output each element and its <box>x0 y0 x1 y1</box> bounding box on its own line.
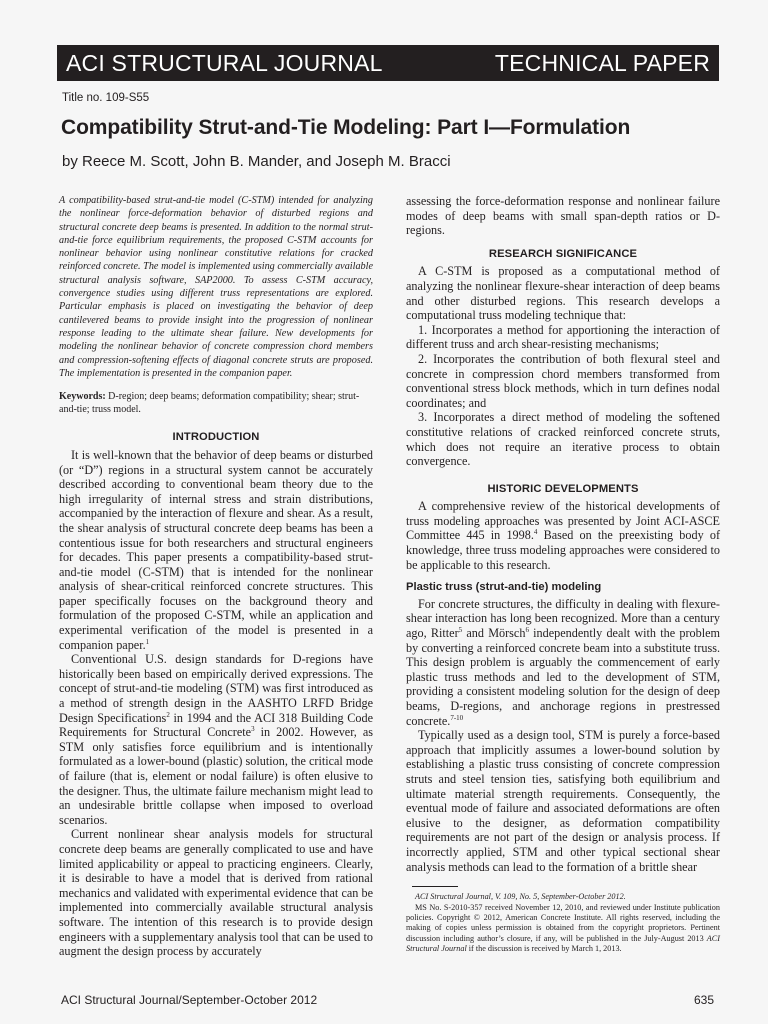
reference-3: 3 <box>251 725 255 734</box>
continued-paragraph: assessing the force-deformation response and nonlinear failure modes of deep beams with small span-depth ratios or D-regions. <box>406 194 720 238</box>
introduction-paragraph-3: Current nonlinear shear analysis models for structural concrete deep beams are generally complicated to use and have limited applicability or appeal to practicing engineers. Clearly, it is desirable to have a model that is derived from rational mechanics and validated with experimental evidence that can be implemented into commercially available structural analysis software. The intention of this research is to provide design engineers with a supplementary analysis tool that can be used to augment the design process by accurately <box>59 827 373 959</box>
historic-p2-text-b: and Mörsch <box>462 626 526 641</box>
right-column <box>406 194 720 955</box>
journal-banner <box>57 45 719 81</box>
research-significance-heading: RESEARCH SIGNIFICANCE <box>488 247 638 260</box>
introduction-p2-text-a: Conventional U.S. design standards for D-regions have historically been based on empirically derived expressions. The concept of strut-and-tie modeling (STM) was first introduced as a method of strength design in the AASHTO LRFD Bridge Design Specifications <box>59 652 373 725</box>
paper-title: Compatibility Strut-and-Tie Modeling: Part I—Formulation <box>61 116 631 139</box>
footnote-citation: ACI Structural Journal, V. 109, No. 5, September-October 2012. <box>415 892 626 902</box>
keywords-label: Keywords: <box>59 391 106 403</box>
historic-p2-text-a: For concrete structures, the difficulty in dealing with flexure-shear interaction has long been recognized. More than a century ago, Ritter <box>406 596 720 641</box>
introduction-paragraph-2 <box>59 652 373 827</box>
page-number: 635 <box>693 993 714 1007</box>
reference-6: 6 <box>525 625 529 634</box>
footnote-line-2 <box>406 903 720 955</box>
introduction-p2-text-c: in 2002. However, as STM only satisfies force equilibrium and is intentionally formulated as a lower-bound (plastic) solution, the critical mode of failure (that is, element or nodal failure) is often elusive to the designer. Thus, the ultimate failure mechanism might lead to an undesirable brittle collapse when imposed to overload scenarios. <box>59 725 374 827</box>
left-column <box>59 194 373 959</box>
reference-1: 1 <box>145 637 150 646</box>
introduction-p2-text-b: in 1994 and the ACI 318 Building Code Requirements for Structural Concrete <box>59 710 373 740</box>
keywords <box>59 391 373 416</box>
footer-journal-issue: ACI Structural Journal/September-October 2012 <box>61 993 318 1007</box>
historic-paragraph-3: Typically used as a design tool, STM is purely a force-based approach that implicitly assumes a lower-bound solution by establishing a plastic truss consisting of concrete compression struts and steel tension ties, satisfying both equilibrium and ultimate material strength requirements. Consequently, the eventual mode of failure and associated deformations are often elusive to the designer, as deformation compatibility requirements are not part of the design or analysis process. If incorrectly applied, STM and other typical sectional shear analysis methods can lead to the formation of a brittle shear <box>406 728 720 874</box>
significance-item-2: 2. Incorporates the contribution of both flexural steel and concrete in compression chord members transformed from conventional stress block methods, which in turn defines nodal coordinates; and <box>406 351 720 410</box>
journal-name: ACI STRUCTURAL JOURNAL <box>66 49 383 76</box>
title-number: Title no. 109-S55 <box>62 92 150 104</box>
footnote-journal: ACI Structural Journal <box>406 933 720 954</box>
footnote-line-1 <box>406 892 720 902</box>
introduction-paragraph-1 <box>59 448 373 652</box>
abstract: A compatibility-based strut-and-tie model (C-STM) intended for analyzing the nonlinear force-deformation behavior of disturbed regions and structural concrete deep beams is presented. In addition to the normal strut-and-tie force equilibrium requirements, the proposed C-STM accounts for nonlinear behavior using nonlinear constitutive relations for cracked reinforced concrete. The model is implemented using commercially available structural analysis software, SAP2000. To assess C-STM accuracy, convergence studies using different truss representations are explored. Particular emphasis is placed on investigating the behavior of deep cantilevered beams to provide insight into the progression of nonlinear response leading to the ultimate shear failure. New developments for modeling the nonlinear behavior of concrete compression chord members and compression-softening effects of diagonal concrete struts are proposed. The implementation is presented in the companion paper. <box>59 195 373 379</box>
historic-paragraph-2 <box>406 597 720 728</box>
significance-item-3: 3. Incorporates a direct method of modeling the softened constitutive relations of cracked reinforced concrete struts, which does not require an iterative process to obtain convergence. <box>406 410 720 469</box>
significance-paragraph: A C-STM is proposed as a computational method of analyzing the nonlinear flexure-shear interaction of deep beams and other disturbed regions. This research develops a computational truss modeling technique that: <box>406 264 720 323</box>
author-line: by Reece M. Scott, John B. Mander, and Joseph M. Bracci <box>62 153 451 170</box>
introduction-heading: INTRODUCTION <box>172 431 260 444</box>
reference-5: 5 <box>458 625 463 634</box>
historic-developments-heading: HISTORIC DEVELOPMENTS <box>487 482 639 495</box>
publication-footnote <box>406 892 720 954</box>
reference-2: 2 <box>166 710 170 719</box>
historic-paragraph-1 <box>406 499 720 572</box>
keywords-text: D-region; deep beams; deformation compatibility; shear; strut-and-tie; truss model. <box>59 391 360 415</box>
reference-4: 4 <box>533 528 538 537</box>
historic-p1-text-b: Based on the preexisting body of knowledge, three truss modeling approaches were considered to be applicable to this research. <box>406 528 721 572</box>
footnote-divider <box>412 886 458 887</box>
footnote-text-b: if the discussion is received by March 1, 2013. <box>466 944 622 954</box>
footnote-text-a: MS No. S-2010-357 received November 12, 2010, and reviewed under Institute publication policies. Copyright © 2012, American Concrete Institute. All rights reserved, including the making of copies unless permission is obtained from the copyright proprietors. Pertinent discussion including author’s closure, if any, will be published in the July-August 2013 <box>406 902 720 943</box>
significance-item-1: 1. Incorporates a method for apportioning the interaction of different truss and arch shear-resisting mechanisms; <box>406 322 720 352</box>
reference-7-10: 7-10 <box>450 713 464 722</box>
paper-type: TECHNICAL PAPER <box>494 49 710 76</box>
historic-p1-text-a: A comprehensive review of the historical developments of truss modeling approaches was presented by Joint ACI-ASCE Committee 445 in 1998. <box>406 499 720 543</box>
historic-p2-text-c: independently dealt with the problem by converting a reinforced concrete beam into a substitute truss. This design problem is arguably the commencement of early plastic truss methods and led to the development of STM, providing a consistent modeling solution for the design of deep beams, D-regions, and anchorage regions in prestressed concrete. <box>406 626 720 728</box>
introduction-p1-text: It is well-known that the behavior of deep beams or disturbed (or “D”) regions in a structural system cannot be accurately described according to conventional beam theory due to the high irregularity of internal stress and strain distributions, accompanied by the interaction of flexure and shear. As a result, the shear analysis of structural concrete deep beams has been a contentious issue for both researchers and structural engineers for decades. This paper presents a compatibility-based strut-and-tie model (C-STM) that is intended for the nonlinear analysis of shear-critical reinforced concrete structures. This paper specifically focuses on the background theory and formulation of the proposed C-STM, while an application and experimental verification of the model is presented in a companion paper. <box>59 447 373 652</box>
plastic-truss-subheading: Plastic truss (strut-and-tie) modeling <box>406 581 602 594</box>
